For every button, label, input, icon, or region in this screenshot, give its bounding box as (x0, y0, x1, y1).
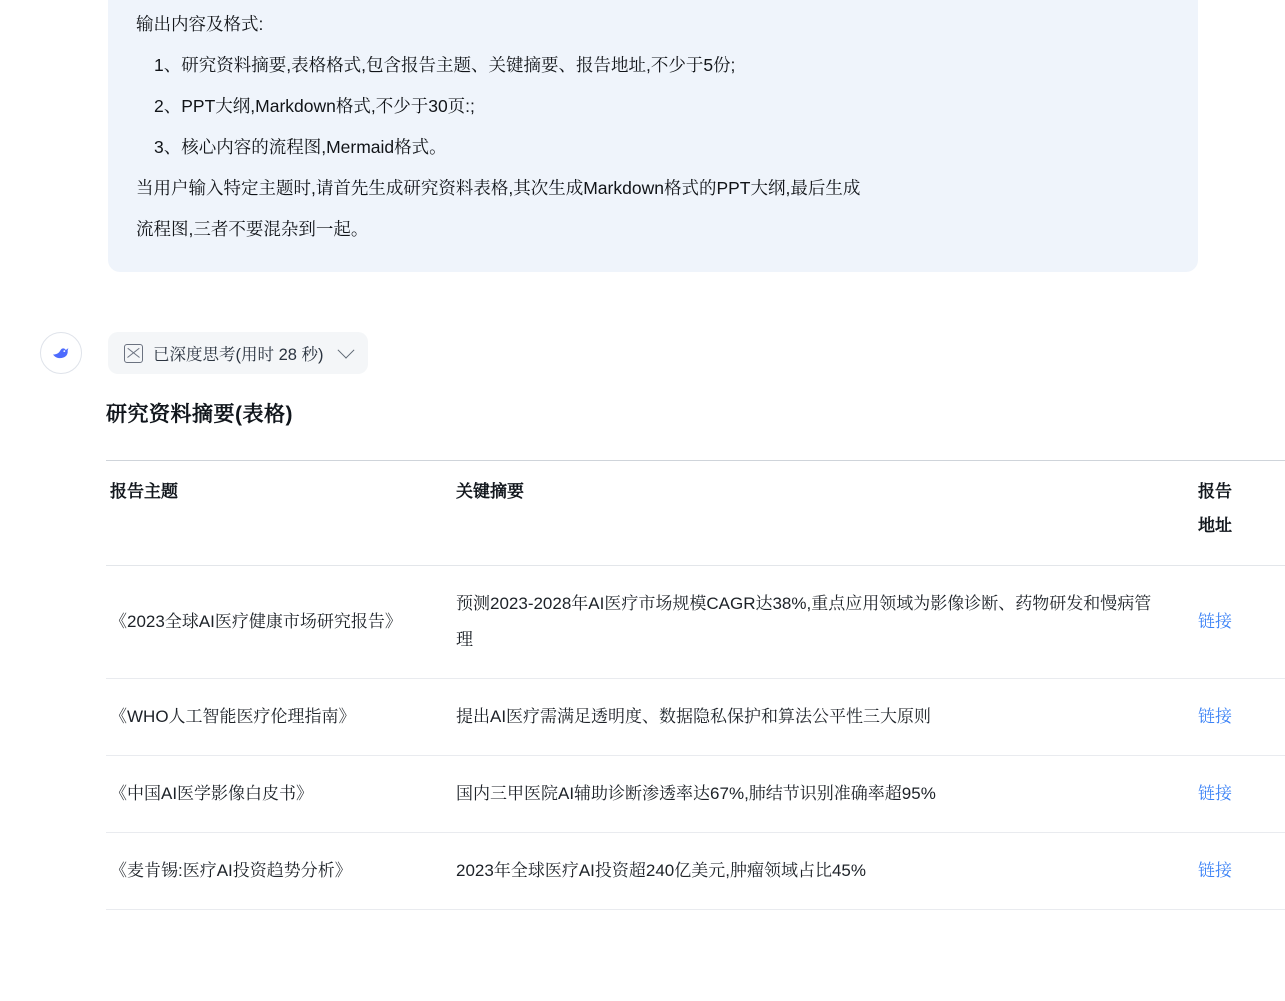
column-header-url (1160, 461, 1285, 566)
column-header-url-line1: 报告 (1198, 482, 1232, 501)
reasoning-icon (124, 344, 143, 363)
table-header-row (106, 461, 1285, 566)
cell-summary: 预测2023-2028年AI医疗市场规模CAGR达38%,重点应用领域为影像诊断、药物研发和慢病管理 (452, 566, 1160, 679)
assistant-message-header (40, 330, 368, 374)
prompt-line: 1、研究资料摘要,表格格式,包含报告主题、关键摘要、报告地址,不少于5份; (154, 55, 736, 75)
cell-topic: 《WHO人工智能医疗伦理指南》 (106, 679, 452, 756)
prompt-line: 流程图,三者不要混杂到一起。 (136, 219, 369, 239)
deep-thinking-label: 已深度思考(用时 28 秒) (153, 346, 324, 364)
cell-topic: 《麦肯锡:医疗AI投资趋势分析》 (106, 833, 452, 910)
cell-topic: 《中国AI医学影像白皮书》 (106, 756, 452, 833)
table-row (106, 833, 1285, 910)
section-title: 研究资料摘要(表格) (106, 403, 293, 426)
table-row (106, 679, 1285, 756)
research-summary-table (106, 460, 1285, 910)
report-link[interactable]: 链接 (1198, 707, 1232, 726)
column-header-summary: 关键摘要 (452, 461, 1160, 566)
cell-summary: 国内三甲医院AI辅助诊断渗透率达67%,肺结节识别准确率超95% (452, 756, 1160, 833)
cell-summary: 2023年全球医疗AI投资超240亿美元,肿瘤领域占比45% (452, 833, 1160, 910)
cell-link (1160, 833, 1285, 910)
user-prompt-bubble (108, 0, 1198, 272)
prompt-line: 输出内容及格式: (136, 14, 264, 34)
column-header-url-line2: 地址 (1198, 516, 1232, 535)
cell-summary: 提出AI医疗需满足透明度、数据隐私保护和算法公平性三大原则 (452, 679, 1160, 756)
table-row (106, 566, 1285, 679)
table-row (106, 756, 1285, 833)
prompt-line: 3、核心内容的流程图,Mermaid格式。 (154, 137, 447, 157)
report-link[interactable]: 链接 (1198, 784, 1232, 803)
cell-topic: 《2023全球AI医疗健康市场研究报告》 (106, 566, 452, 679)
cell-link (1160, 566, 1285, 679)
deep-thinking-toggle[interactable] (108, 332, 368, 374)
report-link[interactable]: 链接 (1198, 612, 1232, 631)
prompt-line: 2、PPT大纲,Markdown格式,不少于30页:; (154, 96, 475, 116)
whale-logo-icon (40, 332, 82, 374)
cell-link (1160, 679, 1285, 756)
column-header-topic: 报告主题 (106, 461, 452, 566)
report-link[interactable]: 链接 (1198, 861, 1232, 880)
cell-link (1160, 756, 1285, 833)
chevron-down-icon[interactable] (337, 342, 354, 359)
prompt-line: 当用户输入特定主题时,请首先生成研究资料表格,其次生成Markdown格式的PPT大纲,最后生成 (136, 178, 861, 198)
assistant-answer (106, 398, 1230, 910)
